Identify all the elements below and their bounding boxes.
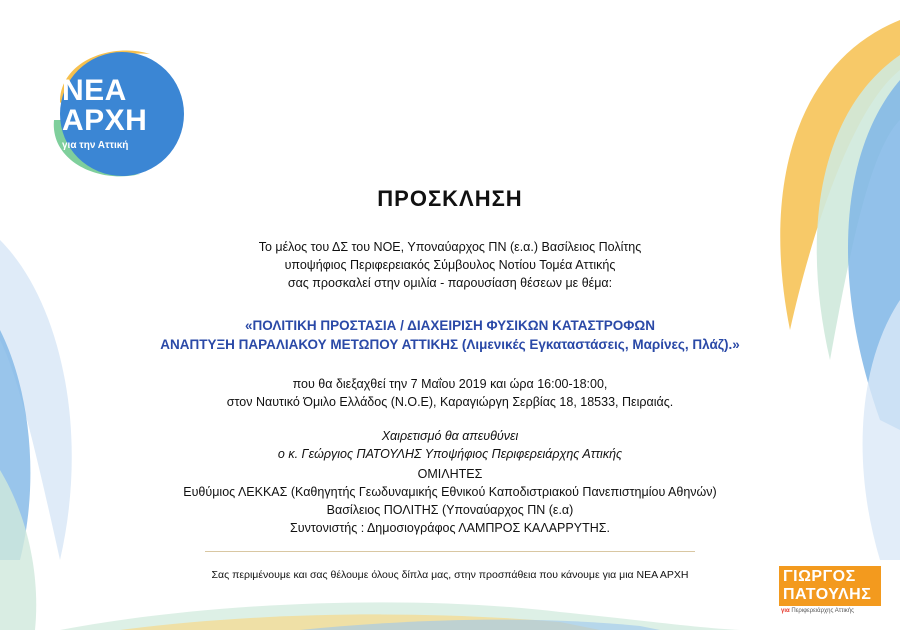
speaker-line: Βασίλειος ΠΟΛΙΤΗΣ (Υποναύαρχος ΠΝ (ε.α) xyxy=(326,503,574,517)
brand-box xyxy=(779,566,881,606)
intro-line: υποψήφιος Περιφερειακός Σύμβουλος Νοτίου Τομέα Αττικής xyxy=(284,258,616,272)
event-when-where xyxy=(100,375,800,411)
logo-line-2: ΑΡΧΗ xyxy=(62,104,148,137)
logo-tagline: για την Αττική xyxy=(62,140,129,151)
topic-line: ΑΝΑΠΤΥΞΗ ΠΑΡΑΛΙΑΚΟΥ ΜΕΤΩΠΟΥ ΑΤΤΙΚΗΣ (Λιμενικές Εγκαταστάσεις, Μαρίνες, Πλάζ).» xyxy=(160,337,740,352)
when-line: που θα διεξαχθεί την 7 Μαΐου 2019 και ώρα 16:00-18:00, xyxy=(292,377,608,391)
brand-sub-rest: Περιφερειάρχης Αττικής xyxy=(791,608,855,614)
intro-line: Το μέλος του ΔΣ του ΝΟΕ, Υποναύαρχος ΠΝ (ε.α.) Βασίλειος Πολίτης xyxy=(258,240,642,254)
intro-line: σας προσκαλεί στην ομιλία - παρουσίαση θέσεων με θέμα: xyxy=(287,276,613,290)
greeting-line: ο κ. Γεώργιος ΠΑΤΟΥΛΗΣ Υποψήφιος Περιφερειάρχης Αττικής xyxy=(277,447,623,461)
invitation-intro xyxy=(100,238,800,292)
speaker-line: Συντονιστής : Δημοσιογράφος ΛΑΜΠΡΟΣ ΚΑΛΑΡΡΥΤΗΣ. xyxy=(290,521,610,535)
nea-arxi-logo xyxy=(40,42,188,182)
brand-line-2: ΠΑΤΟΥΛΗΣ xyxy=(783,586,872,603)
logo-line-1: ΝΕΑ xyxy=(62,74,127,107)
greeting xyxy=(100,427,800,463)
speaker-line: Ευθύμιος ΛΕΚΚΑΣ (Καθηγητής Γεωδυναμικής Εθνικού Καποδιστριακού Πανεπιστημίου Αθηνών) xyxy=(183,485,717,499)
speakers-heading: ΟΜΙΛΗΤΕΣ xyxy=(417,467,483,481)
topic-line: «ΠΟΛΙΤΙΚΗ ΠΡΟΣΤΑΣΙΑ / ΔΙΑΧΕΙΡΙΣΗ ΦΥΣΙΚΩΝ ΚΑΤΑΣΤΡΟΦΩΝ xyxy=(245,318,655,333)
brand-subtitle xyxy=(781,607,881,615)
brand-line-1: ΓΙΩΡΓΟΣ xyxy=(783,568,856,585)
speakers xyxy=(100,465,800,537)
invitation-topic xyxy=(100,316,800,354)
brand-sub-prefix: για xyxy=(781,608,790,614)
footer-divider xyxy=(205,551,695,552)
where-line: στον Ναυτικό Όμιλο Ελλάδος (Ν.Ο.Ε), Καραγιώργη Σερβίας 18, 18533, Πειραιάς. xyxy=(226,395,674,409)
patoulis-brand-logo xyxy=(779,566,881,615)
footer-text: Σας περιμένουμε και σας θέλουμε όλους δίπλα μας, στην προσπάθεια που κάνουμε για μια ΝΕΑ ΑΡΧΗ xyxy=(211,569,689,581)
greeting-line: Χαιρετισμό θα απευθύνει xyxy=(381,429,519,443)
invitation-title: ΠΡΟΣΚΛΗΣΗ xyxy=(377,186,523,211)
